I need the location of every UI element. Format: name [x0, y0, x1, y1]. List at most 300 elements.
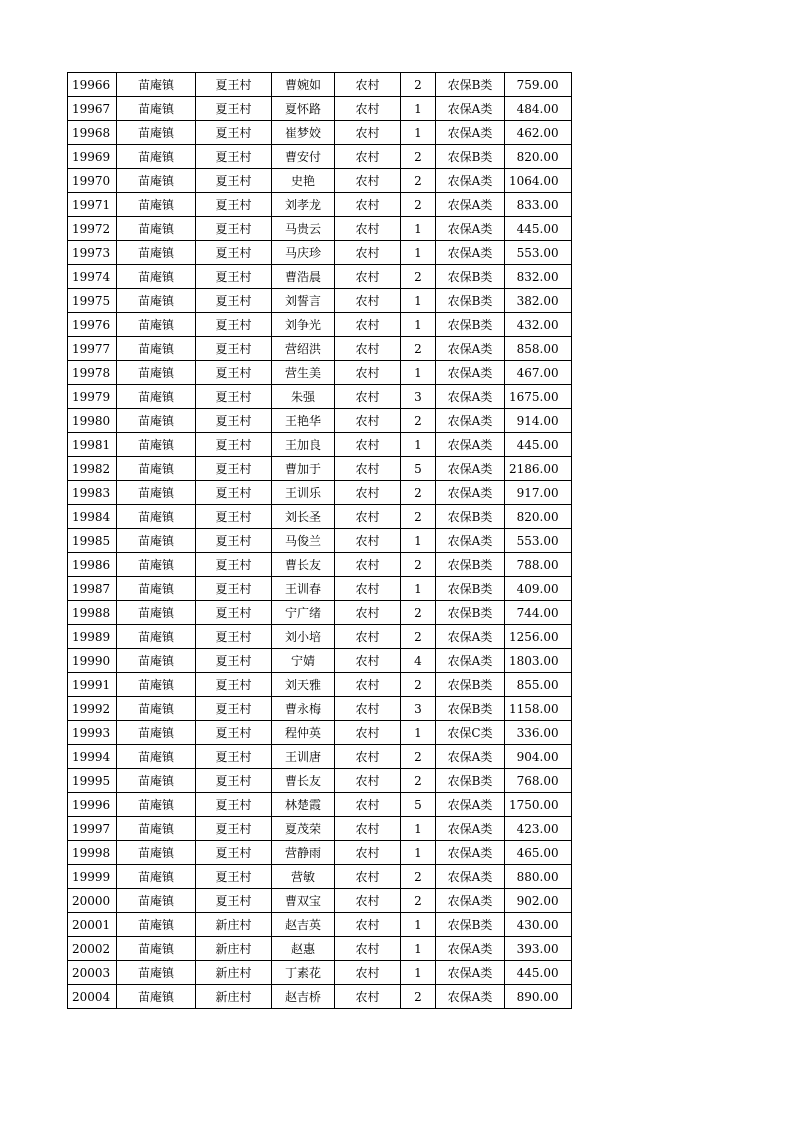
cell-town: 苗庵镇: [117, 337, 196, 361]
cell-insurance-category: 农保A类: [436, 97, 505, 121]
cell-row-id: 19974: [68, 265, 117, 289]
cell-town: 苗庵镇: [117, 841, 196, 865]
cell-household-count: 2: [401, 553, 436, 577]
cell-area-type: 农村: [335, 217, 401, 241]
cell-person-name: 营绍洪: [272, 337, 335, 361]
cell-amount: 1675.00: [505, 385, 572, 409]
cell-town: 苗庵镇: [117, 697, 196, 721]
cell-row-id: 19973: [68, 241, 117, 265]
cell-village: 夏王村: [196, 817, 272, 841]
cell-insurance-category: 农保A类: [436, 193, 505, 217]
table-row: [68, 793, 572, 817]
cell-insurance-category: 农保A类: [436, 217, 505, 241]
cell-row-id: 19970: [68, 169, 117, 193]
cell-area-type: 农村: [335, 841, 401, 865]
cell-area-type: 农村: [335, 769, 401, 793]
cell-insurance-category: 农保A类: [436, 745, 505, 769]
cell-row-id: 19969: [68, 145, 117, 169]
cell-area-type: 农村: [335, 433, 401, 457]
cell-person-name: 崔梦姣: [272, 121, 335, 145]
cell-village: 夏王村: [196, 145, 272, 169]
cell-amount: 744.00: [505, 601, 572, 625]
table-row: [68, 265, 572, 289]
cell-village: 夏王村: [196, 241, 272, 265]
cell-area-type: 农村: [335, 73, 401, 97]
cell-area-type: 农村: [335, 961, 401, 985]
cell-insurance-category: 农保B类: [436, 553, 505, 577]
cell-person-name: 宁婧: [272, 649, 335, 673]
table-row: [68, 865, 572, 889]
cell-area-type: 农村: [335, 577, 401, 601]
cell-row-id: 19979: [68, 385, 117, 409]
cell-row-id: 19972: [68, 217, 117, 241]
cell-amount: 445.00: [505, 217, 572, 241]
cell-household-count: 2: [401, 625, 436, 649]
table-row: [68, 409, 572, 433]
cell-town: 苗庵镇: [117, 673, 196, 697]
cell-insurance-category: 农保A类: [436, 481, 505, 505]
cell-insurance-category: 农保B类: [436, 265, 505, 289]
cell-insurance-category: 农保A类: [436, 841, 505, 865]
cell-amount: 917.00: [505, 481, 572, 505]
cell-person-name: 曹长友: [272, 769, 335, 793]
cell-insurance-category: 农保A类: [436, 169, 505, 193]
cell-town: 苗庵镇: [117, 481, 196, 505]
cell-town: 苗庵镇: [117, 553, 196, 577]
cell-person-name: 王训乐: [272, 481, 335, 505]
cell-household-count: 5: [401, 793, 436, 817]
cell-area-type: 农村: [335, 745, 401, 769]
cell-town: 苗庵镇: [117, 577, 196, 601]
cell-person-name: 曹永梅: [272, 697, 335, 721]
cell-area-type: 农村: [335, 409, 401, 433]
cell-area-type: 农村: [335, 697, 401, 721]
cell-area-type: 农村: [335, 193, 401, 217]
cell-household-count: 2: [401, 73, 436, 97]
table-row: [68, 433, 572, 457]
table-row: [68, 745, 572, 769]
cell-row-id: 19987: [68, 577, 117, 601]
cell-person-name: 刘孝龙: [272, 193, 335, 217]
cell-person-name: 丁素花: [272, 961, 335, 985]
cell-area-type: 农村: [335, 673, 401, 697]
cell-person-name: 曹加于: [272, 457, 335, 481]
cell-person-name: 宁广绪: [272, 601, 335, 625]
cell-row-id: 19975: [68, 289, 117, 313]
cell-household-count: 2: [401, 145, 436, 169]
cell-amount: 465.00: [505, 841, 572, 865]
cell-person-name: 营生美: [272, 361, 335, 385]
cell-village: 夏王村: [196, 673, 272, 697]
cell-area-type: 农村: [335, 457, 401, 481]
cell-area-type: 农村: [335, 793, 401, 817]
cell-town: 苗庵镇: [117, 745, 196, 769]
data-table: [67, 72, 572, 1009]
cell-row-id: 19991: [68, 673, 117, 697]
cell-insurance-category: 农保B类: [436, 769, 505, 793]
cell-town: 苗庵镇: [117, 145, 196, 169]
cell-person-name: 马庆珍: [272, 241, 335, 265]
cell-town: 苗庵镇: [117, 193, 196, 217]
cell-insurance-category: 农保B类: [436, 601, 505, 625]
cell-insurance-category: 农保A类: [436, 241, 505, 265]
cell-village: 夏王村: [196, 313, 272, 337]
cell-village: 夏王村: [196, 457, 272, 481]
cell-insurance-category: 农保A类: [436, 649, 505, 673]
table-row: [68, 241, 572, 265]
cell-area-type: 农村: [335, 241, 401, 265]
cell-town: 苗庵镇: [117, 241, 196, 265]
table-row: [68, 625, 572, 649]
cell-amount: 409.00: [505, 577, 572, 601]
cell-row-id: 19989: [68, 625, 117, 649]
cell-amount: 336.00: [505, 721, 572, 745]
cell-area-type: 农村: [335, 337, 401, 361]
cell-insurance-category: 农保A类: [436, 625, 505, 649]
cell-area-type: 农村: [335, 169, 401, 193]
cell-village: 夏王村: [196, 217, 272, 241]
cell-insurance-category: 农保A类: [436, 817, 505, 841]
cell-town: 苗庵镇: [117, 121, 196, 145]
cell-person-name: 赵惠: [272, 937, 335, 961]
cell-person-name: 王训春: [272, 577, 335, 601]
cell-village: 夏王村: [196, 505, 272, 529]
cell-insurance-category: 农保B类: [436, 673, 505, 697]
cell-person-name: 曹浩晨: [272, 265, 335, 289]
cell-insurance-category: 农保A类: [436, 961, 505, 985]
cell-area-type: 农村: [335, 529, 401, 553]
cell-row-id: 19966: [68, 73, 117, 97]
table-row: [68, 553, 572, 577]
cell-row-id: 20004: [68, 985, 117, 1009]
cell-village: 夏王村: [196, 721, 272, 745]
cell-village: 新庄村: [196, 937, 272, 961]
table-row: [68, 721, 572, 745]
cell-household-count: 3: [401, 697, 436, 721]
cell-household-count: 1: [401, 217, 436, 241]
table-row: [68, 457, 572, 481]
cell-household-count: 5: [401, 457, 436, 481]
cell-insurance-category: 农保B类: [436, 697, 505, 721]
cell-person-name: 赵吉英: [272, 913, 335, 937]
cell-town: 苗庵镇: [117, 937, 196, 961]
cell-amount: 553.00: [505, 529, 572, 553]
cell-row-id: 19986: [68, 553, 117, 577]
cell-town: 苗庵镇: [117, 289, 196, 313]
cell-person-name: 朱强: [272, 385, 335, 409]
cell-row-id: 19971: [68, 193, 117, 217]
cell-village: 夏王村: [196, 529, 272, 553]
cell-household-count: 4: [401, 649, 436, 673]
cell-area-type: 农村: [335, 361, 401, 385]
cell-insurance-category: 农保A类: [436, 457, 505, 481]
cell-village: 夏王村: [196, 577, 272, 601]
cell-village: 夏王村: [196, 121, 272, 145]
cell-amount: 890.00: [505, 985, 572, 1009]
cell-row-id: 19980: [68, 409, 117, 433]
cell-insurance-category: 农保A类: [436, 889, 505, 913]
table-row: [68, 169, 572, 193]
table-row: [68, 121, 572, 145]
cell-person-name: 王训唐: [272, 745, 335, 769]
cell-person-name: 马俊兰: [272, 529, 335, 553]
cell-village: 夏王村: [196, 841, 272, 865]
cell-insurance-category: 农保A类: [436, 793, 505, 817]
cell-area-type: 农村: [335, 889, 401, 913]
table-row: [68, 313, 572, 337]
cell-town: 苗庵镇: [117, 865, 196, 889]
table-row: [68, 385, 572, 409]
cell-town: 苗庵镇: [117, 721, 196, 745]
cell-amount: 855.00: [505, 673, 572, 697]
cell-village: 夏王村: [196, 409, 272, 433]
table-row: [68, 529, 572, 553]
cell-town: 苗庵镇: [117, 457, 196, 481]
cell-row-id: 20002: [68, 937, 117, 961]
cell-amount: 904.00: [505, 745, 572, 769]
cell-person-name: 曹婉如: [272, 73, 335, 97]
cell-household-count: 1: [401, 313, 436, 337]
cell-row-id: 19983: [68, 481, 117, 505]
cell-amount: 1803.00: [505, 649, 572, 673]
cell-village: 夏王村: [196, 193, 272, 217]
table-row: [68, 601, 572, 625]
cell-row-id: 20000: [68, 889, 117, 913]
cell-household-count: 1: [401, 529, 436, 553]
cell-area-type: 农村: [335, 481, 401, 505]
table-row: [68, 145, 572, 169]
table-row: [68, 361, 572, 385]
cell-household-count: 1: [401, 241, 436, 265]
cell-household-count: 2: [401, 745, 436, 769]
cell-village: 夏王村: [196, 625, 272, 649]
cell-amount: 382.00: [505, 289, 572, 313]
cell-village: 夏王村: [196, 793, 272, 817]
cell-household-count: 2: [401, 193, 436, 217]
cell-village: 新庄村: [196, 985, 272, 1009]
cell-town: 苗庵镇: [117, 169, 196, 193]
cell-village: 夏王村: [196, 73, 272, 97]
cell-amount: 393.00: [505, 937, 572, 961]
cell-person-name: 程仲英: [272, 721, 335, 745]
cell-amount: 759.00: [505, 73, 572, 97]
cell-row-id: 19968: [68, 121, 117, 145]
cell-amount: 432.00: [505, 313, 572, 337]
cell-village: 夏王村: [196, 601, 272, 625]
cell-area-type: 农村: [335, 601, 401, 625]
cell-village: 夏王村: [196, 697, 272, 721]
cell-household-count: 2: [401, 985, 436, 1009]
cell-amount: 445.00: [505, 961, 572, 985]
cell-insurance-category: 农保B类: [436, 913, 505, 937]
cell-amount: 553.00: [505, 241, 572, 265]
cell-amount: 880.00: [505, 865, 572, 889]
cell-amount: 820.00: [505, 145, 572, 169]
cell-row-id: 19985: [68, 529, 117, 553]
cell-area-type: 农村: [335, 553, 401, 577]
table-body: [68, 73, 572, 1009]
cell-town: 苗庵镇: [117, 313, 196, 337]
cell-household-count: 1: [401, 961, 436, 985]
table-row: [68, 769, 572, 793]
cell-insurance-category: 农保B类: [436, 145, 505, 169]
cell-town: 苗庵镇: [117, 97, 196, 121]
cell-amount: 858.00: [505, 337, 572, 361]
table-row: [68, 577, 572, 601]
table-row: [68, 913, 572, 937]
cell-row-id: 19996: [68, 793, 117, 817]
cell-household-count: 2: [401, 481, 436, 505]
cell-village: 夏王村: [196, 289, 272, 313]
cell-amount: 2186.00: [505, 457, 572, 481]
cell-amount: 914.00: [505, 409, 572, 433]
cell-village: 新庄村: [196, 913, 272, 937]
cell-town: 苗庵镇: [117, 889, 196, 913]
cell-area-type: 农村: [335, 937, 401, 961]
cell-town: 苗庵镇: [117, 505, 196, 529]
cell-row-id: 20001: [68, 913, 117, 937]
table-row: [68, 505, 572, 529]
cell-household-count: 2: [401, 673, 436, 697]
cell-row-id: 19967: [68, 97, 117, 121]
cell-row-id: 19999: [68, 865, 117, 889]
cell-town: 苗庵镇: [117, 913, 196, 937]
cell-household-count: 2: [401, 337, 436, 361]
cell-amount: 467.00: [505, 361, 572, 385]
cell-insurance-category: 农保A类: [436, 385, 505, 409]
cell-household-count: 2: [401, 889, 436, 913]
cell-person-name: 曹双宝: [272, 889, 335, 913]
cell-town: 苗庵镇: [117, 433, 196, 457]
cell-row-id: 20003: [68, 961, 117, 985]
cell-row-id: 19978: [68, 361, 117, 385]
cell-area-type: 农村: [335, 385, 401, 409]
cell-village: 夏王村: [196, 481, 272, 505]
cell-village: 夏王村: [196, 385, 272, 409]
cell-town: 苗庵镇: [117, 817, 196, 841]
cell-row-id: 19981: [68, 433, 117, 457]
cell-amount: 462.00: [505, 121, 572, 145]
cell-row-id: 19997: [68, 817, 117, 841]
cell-household-count: 1: [401, 937, 436, 961]
cell-area-type: 农村: [335, 145, 401, 169]
cell-insurance-category: 农保A类: [436, 865, 505, 889]
cell-insurance-category: 农保A类: [436, 937, 505, 961]
cell-household-count: 1: [401, 913, 436, 937]
cell-town: 苗庵镇: [117, 361, 196, 385]
cell-household-count: 1: [401, 121, 436, 145]
cell-amount: 1158.00: [505, 697, 572, 721]
cell-village: 夏王村: [196, 361, 272, 385]
cell-person-name: 营静雨: [272, 841, 335, 865]
cell-amount: 1064.00: [505, 169, 572, 193]
cell-row-id: 19998: [68, 841, 117, 865]
cell-person-name: 夏茂荣: [272, 817, 335, 841]
cell-area-type: 农村: [335, 985, 401, 1009]
cell-person-name: 林楚霞: [272, 793, 335, 817]
cell-village: 夏王村: [196, 745, 272, 769]
cell-amount: 1256.00: [505, 625, 572, 649]
cell-household-count: 2: [401, 265, 436, 289]
cell-area-type: 农村: [335, 97, 401, 121]
cell-household-count: 2: [401, 769, 436, 793]
cell-row-id: 19993: [68, 721, 117, 745]
cell-household-count: 3: [401, 385, 436, 409]
cell-town: 苗庵镇: [117, 385, 196, 409]
table-row: [68, 73, 572, 97]
cell-town: 苗庵镇: [117, 409, 196, 433]
cell-area-type: 农村: [335, 649, 401, 673]
cell-area-type: 农村: [335, 721, 401, 745]
cell-person-name: 刘长圣: [272, 505, 335, 529]
cell-household-count: 2: [401, 169, 436, 193]
cell-area-type: 农村: [335, 313, 401, 337]
cell-area-type: 农村: [335, 505, 401, 529]
table-row: [68, 337, 572, 361]
cell-person-name: 曹长友: [272, 553, 335, 577]
cell-village: 夏王村: [196, 97, 272, 121]
cell-town: 苗庵镇: [117, 649, 196, 673]
table-row: [68, 889, 572, 913]
cell-household-count: 1: [401, 289, 436, 313]
cell-household-count: 1: [401, 817, 436, 841]
cell-row-id: 19994: [68, 745, 117, 769]
cell-area-type: 农村: [335, 865, 401, 889]
table-row: [68, 673, 572, 697]
cell-insurance-category: 农保A类: [436, 529, 505, 553]
cell-household-count: 1: [401, 361, 436, 385]
table-row: [68, 289, 572, 313]
cell-household-count: 1: [401, 97, 436, 121]
cell-town: 苗庵镇: [117, 769, 196, 793]
cell-amount: 484.00: [505, 97, 572, 121]
cell-amount: 430.00: [505, 913, 572, 937]
cell-person-name: 赵吉桥: [272, 985, 335, 1009]
cell-person-name: 曹安付: [272, 145, 335, 169]
table-row: [68, 817, 572, 841]
cell-amount: 1750.00: [505, 793, 572, 817]
table-row: [68, 961, 572, 985]
table-row: [68, 649, 572, 673]
cell-village: 夏王村: [196, 265, 272, 289]
cell-household-count: 1: [401, 433, 436, 457]
cell-town: 苗庵镇: [117, 529, 196, 553]
cell-person-name: 王加良: [272, 433, 335, 457]
table-row: [68, 985, 572, 1009]
cell-insurance-category: 农保B类: [436, 577, 505, 601]
cell-area-type: 农村: [335, 817, 401, 841]
cell-row-id: 19982: [68, 457, 117, 481]
table-row: [68, 937, 572, 961]
cell-area-type: 农村: [335, 121, 401, 145]
table-row: [68, 217, 572, 241]
cell-row-id: 19984: [68, 505, 117, 529]
cell-amount: 768.00: [505, 769, 572, 793]
table-row: [68, 481, 572, 505]
cell-village: 夏王村: [196, 769, 272, 793]
cell-village: 夏王村: [196, 433, 272, 457]
cell-village: 夏王村: [196, 649, 272, 673]
cell-village: 夏王村: [196, 169, 272, 193]
cell-household-count: 2: [401, 409, 436, 433]
table-row: [68, 697, 572, 721]
cell-insurance-category: 农保B类: [436, 289, 505, 313]
cell-person-name: 刘小培: [272, 625, 335, 649]
cell-insurance-category: 农保B类: [436, 505, 505, 529]
cell-row-id: 19995: [68, 769, 117, 793]
cell-amount: 423.00: [505, 817, 572, 841]
cell-amount: 902.00: [505, 889, 572, 913]
